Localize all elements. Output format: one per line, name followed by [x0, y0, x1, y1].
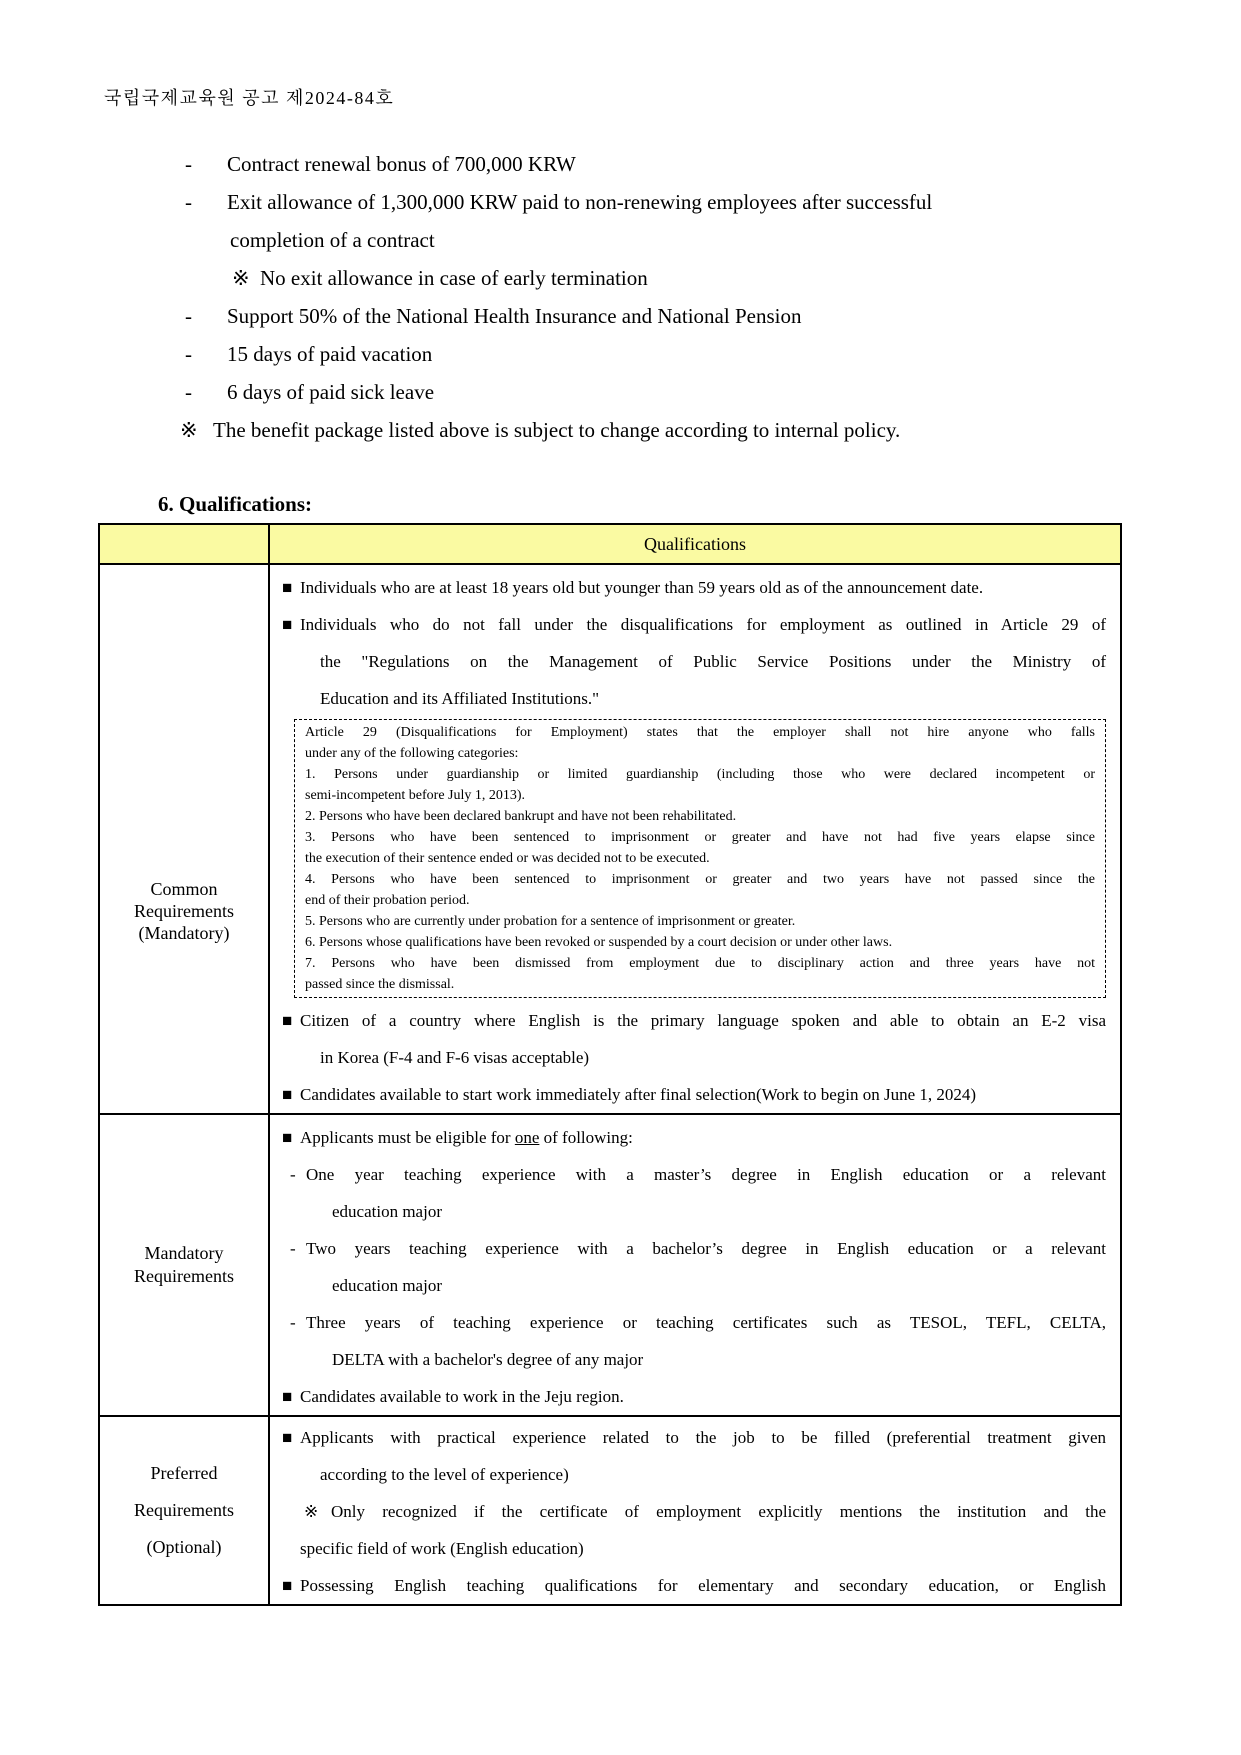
- dash-marker: -: [290, 1239, 296, 1258]
- qualification-item: [282, 1002, 1106, 1039]
- dash-marker: -: [185, 304, 192, 328]
- qualification-item: [282, 1419, 1106, 1456]
- table-header-empty-cell: [99, 524, 269, 564]
- article-29-line: 4. Persons who have been sentenced to imprisonment or greater and two years have not passed since the: [305, 872, 1095, 887]
- row-label-line: Preferred: [150, 1463, 218, 1483]
- row-label-line: (Mandatory): [138, 923, 230, 943]
- qualification-item: [282, 1567, 1106, 1604]
- row-label-line: Requirements: [134, 901, 234, 921]
- square-bullet-marker: ■: [282, 1428, 293, 1447]
- article-29-line: 2. Persons who have been declared bankrupt and have not been rehabilitated.: [305, 809, 737, 824]
- article-29-line: 7. Persons who have been dismissed from employment due to disciplinary action and three years have not: [305, 956, 1095, 971]
- square-bullet-marker: ■: [282, 1085, 293, 1104]
- row-label-preferred-requirements: [99, 1416, 269, 1605]
- qualification-subitem-continuation: [332, 1267, 1106, 1304]
- table-header-qualifications: Qualifications: [269, 524, 1121, 564]
- article-29-line: semi-incompetent before July 1, 2013).: [305, 788, 526, 803]
- qualification-item-continuation: [320, 1039, 1106, 1076]
- row-label-line: Mandatory: [144, 1243, 224, 1263]
- qualification-item-continuation: [320, 1456, 1106, 1493]
- eligible-pre-text: Applicants must be eligible for: [300, 1128, 515, 1147]
- dash-marker: -: [185, 342, 192, 366]
- mandatory-requirements-cell: [269, 1114, 1121, 1416]
- benefit-text: 15 days of paid vacation: [227, 342, 433, 366]
- square-bullet-marker: ■: [282, 615, 293, 634]
- qualification-text: Candidates available to work in the Jeju region.: [300, 1387, 624, 1406]
- preferred-requirements-row: [99, 1416, 1121, 1605]
- benefit-text: No exit allowance in case of early termination: [260, 266, 648, 290]
- section-heading: 6. Qualifications:: [158, 492, 313, 516]
- qualification-text: Two years teaching experience with a bachelor’s degree in English education or a relevant: [306, 1239, 1106, 1258]
- article-29-line: end of their probation period.: [305, 893, 470, 908]
- qualification-note: [304, 1493, 1106, 1530]
- qualification-subitem-continuation: [332, 1193, 1106, 1230]
- row-label-common-requirements: [99, 564, 269, 1114]
- table-header-row: [99, 524, 1121, 564]
- benefit-item: [0, 145, 1140, 183]
- qualification-item-continuation: [320, 680, 1106, 717]
- qualification-item: [282, 569, 1106, 606]
- note-marker: ※: [304, 1502, 319, 1521]
- row-label-line: Requirements: [134, 1266, 234, 1286]
- qualification-item: [282, 1378, 1106, 1415]
- qualification-subitem-continuation: [332, 1341, 1106, 1378]
- qualification-text: [300, 1128, 633, 1147]
- row-label-line: Common: [150, 879, 218, 899]
- benefits-list: [0, 145, 1140, 449]
- qualification-text: specific field of work (English education): [300, 1539, 584, 1558]
- dash-marker: -: [290, 1313, 296, 1332]
- benefit-text: 6 days of paid sick leave: [227, 380, 435, 404]
- benefit-item: [0, 297, 1140, 335]
- common-requirements-row: [99, 564, 1121, 1114]
- benefit-item: [0, 373, 1140, 411]
- qualifications-table: [98, 523, 1122, 1606]
- qualification-text: One year teaching experience with a master’s degree in English education or a relevant: [306, 1165, 1106, 1184]
- qualification-text: Three years of teaching experience or teaching certificates such as TESOL, TEFL, CELTA,: [306, 1313, 1106, 1332]
- qualification-text: Citizen of a country where English is the primary language spoken and able to obtain an E-2 visa: [300, 1011, 1106, 1030]
- square-bullet-marker: ■: [282, 1128, 293, 1147]
- article-29-line: 5. Persons who are currently under probation for a sentence of imprisonment or greater.: [305, 914, 796, 929]
- benefit-text: Contract renewal bonus of 700,000 KRW: [227, 152, 576, 176]
- article-29-line: 6. Persons whose qualifications have been revoked or suspended by a court decision or under other laws.: [305, 935, 893, 950]
- article-29-box: [294, 719, 1106, 998]
- qualification-item: [282, 1076, 1106, 1113]
- qualification-text: Applicants with practical experience related to the job to be filled (preferential treatment given: [300, 1428, 1106, 1447]
- qualification-text: education major: [332, 1202, 442, 1221]
- dash-marker: -: [290, 1165, 296, 1184]
- square-bullet-marker: ■: [282, 1387, 293, 1406]
- dash-marker: -: [185, 190, 192, 214]
- benefit-text: The benefit package listed above is subject to change according to internal policy.: [213, 418, 901, 442]
- qualification-item-continuation: [320, 643, 1106, 680]
- notice-number: 국립국제교육원 공고 제2024-84호: [104, 88, 395, 108]
- qualification-subitem: [290, 1230, 1106, 1267]
- article-29-line: under any of the following categories:: [305, 746, 519, 761]
- note-marker: ※: [232, 266, 250, 290]
- benefit-text: completion of a contract: [230, 228, 435, 252]
- qualification-text: in Korea (F-4 and F-6 visas acceptable): [320, 1048, 590, 1067]
- benefit-item-continuation: [0, 221, 1140, 259]
- square-bullet-marker: ■: [282, 1576, 293, 1595]
- article-29-line: 3. Persons who have been sentenced to imprisonment or greater and have not had five years elapse since: [305, 830, 1095, 845]
- benefit-item: [0, 335, 1140, 373]
- qualification-text: Only recognized if the certificate of employment explicitly mentions the institution and the: [331, 1502, 1106, 1521]
- benefits-policy-note: [0, 411, 1140, 449]
- common-requirements-cell: [269, 564, 1121, 1114]
- qualification-text: Candidates available to start work immediately after final selection(Work to begin on June 1, 2024): [300, 1085, 977, 1104]
- qualification-item: [282, 606, 1106, 643]
- eligible-underlined-word: one: [514, 1128, 540, 1147]
- row-label-line: (Optional): [146, 1537, 222, 1557]
- benefit-item: [0, 183, 1140, 221]
- preferred-requirements-cell: [269, 1416, 1121, 1605]
- eligible-post-text: of following:: [539, 1128, 633, 1147]
- article-29-line: Article 29 (Disqualifications for Employment) states that the employer shall not hire anyone who falls: [305, 725, 1095, 740]
- qualification-subitem: [290, 1156, 1106, 1193]
- qualification-subitem: [290, 1304, 1106, 1341]
- benefit-text: Support 50% of the National Health Insurance and National Pension: [227, 304, 802, 328]
- qualification-text: Possessing English teaching qualifications for elementary and secondary education, or English: [300, 1576, 1106, 1595]
- qualification-text: Individuals who do not fall under the disqualifications for employment as outlined in Article 29 of: [300, 615, 1106, 634]
- row-label-mandatory-requirements: [99, 1114, 269, 1416]
- benefit-note: [0, 259, 1140, 297]
- mandatory-requirements-row: [99, 1114, 1121, 1416]
- square-bullet-marker: ■: [282, 578, 293, 597]
- dash-marker: -: [185, 152, 192, 176]
- qualification-item: [282, 1119, 1106, 1156]
- qualification-text: the "Regulations on the Management of Public Service Positions under the Ministry of: [320, 652, 1106, 671]
- qualification-text: Education and its Affiliated Institutions.": [320, 689, 600, 708]
- qualification-text: according to the level of experience): [320, 1465, 569, 1484]
- dash-marker: -: [185, 380, 192, 404]
- note-marker: ※: [180, 418, 198, 442]
- qualification-text: education major: [332, 1276, 442, 1295]
- article-29-line: passed since the dismissal.: [305, 977, 455, 992]
- article-29-line: the execution of their sentence ended or was decided not to be executed.: [305, 851, 710, 866]
- qualification-note-continuation: [300, 1530, 1106, 1567]
- square-bullet-marker: ■: [282, 1011, 293, 1030]
- qualification-text: Individuals who are at least 18 years old but younger than 59 years old as of the announcement date.: [300, 578, 984, 597]
- benefit-text: Exit allowance of 1,300,000 KRW paid to non-renewing employees after successful: [227, 190, 933, 214]
- row-label-line: Requirements: [134, 1500, 234, 1520]
- qualification-text: DELTA with a bachelor's degree of any major: [332, 1350, 644, 1369]
- article-29-line: 1. Persons under guardianship or limited guardianship (including those who were declared incompetent or: [305, 767, 1095, 782]
